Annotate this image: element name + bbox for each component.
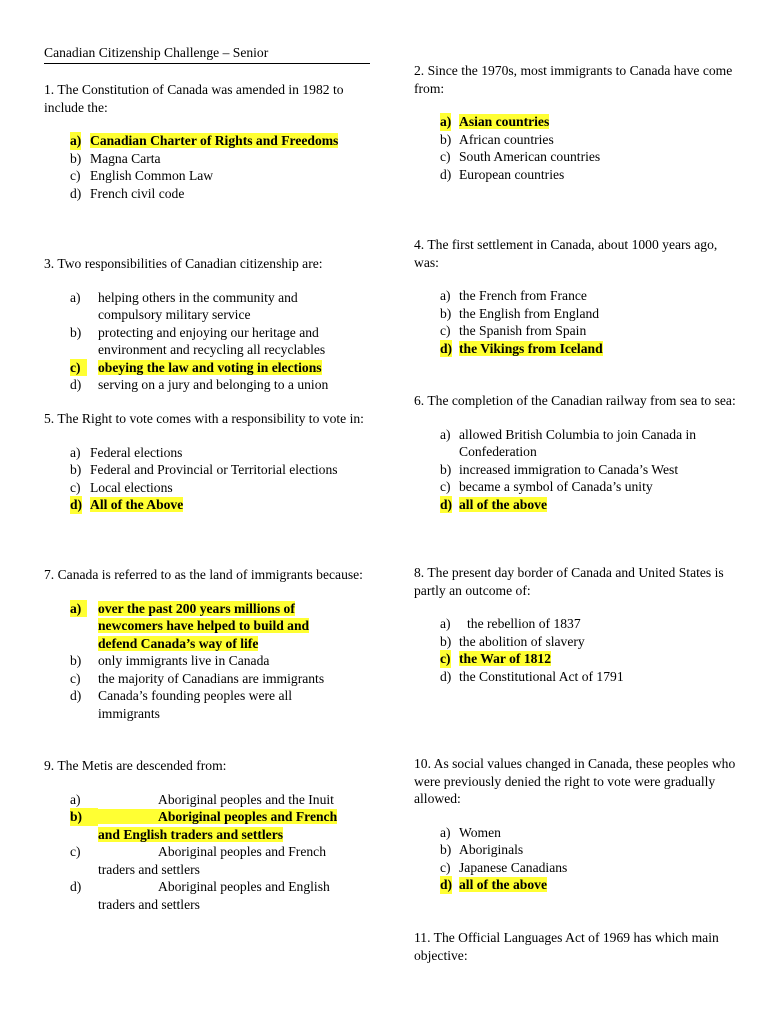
option-c [70,479,370,497]
option-c [440,148,744,166]
option-label: b) [440,131,452,147]
option-text: protecting and enjoying our heritage and environment and recycling all recyclables [98,324,326,357]
question-text: 5. The Right to vote comes with a responsibility to vote in: [44,411,364,426]
option-label: d) [70,497,83,512]
option-text: the Spanish from Spain [459,323,587,338]
option-label: b) [70,324,82,340]
option-a [70,289,374,324]
option-text: All of the Above [90,497,184,512]
option-label: c) [70,359,87,377]
option-label: c) [70,844,81,859]
option-b [440,305,732,323]
question-11 [414,929,730,980]
answer-options [414,824,738,894]
option-text: Women [459,824,501,840]
option-a [440,426,738,461]
option-label: d) [440,166,452,182]
option-text: the Vikings from Iceland [459,340,603,356]
option-text: Canadian Charter of Rights and Freedoms [90,133,339,148]
question-4 [414,236,732,357]
question-text: 7. Canada is referred to as the land of immigrants because: [44,567,363,582]
answer-options [414,615,724,685]
option-b [440,633,724,651]
option-text: English Common Law [90,168,214,183]
question-text: 3. Two responsibilities of Canadian citizenship are: [44,256,323,271]
option-a [70,132,370,150]
option-d [440,668,724,686]
answer-options [414,426,738,514]
option-text: Federal elections [90,444,183,460]
option-c [70,359,374,377]
option-text: Local elections [90,479,173,495]
option-label: d) [440,668,452,684]
answer-options [44,600,370,723]
option-d [440,166,744,184]
option-text: obeying the law and voting in elections [98,359,322,375]
option-label: a) [440,426,451,442]
answer-options [44,289,374,394]
option-c [70,167,370,185]
option-label: a) [70,600,87,618]
option-b [440,131,744,149]
option-c [70,843,370,878]
option-text: all of the above [459,877,547,892]
option-b [70,652,370,670]
option-text: only immigrants live in Canada [98,653,270,668]
option-label: b) [440,305,452,321]
option-d [70,376,374,394]
option-text: Aboriginals [459,842,524,857]
option-label: c) [70,168,81,183]
answer-options [44,132,370,202]
question-10 [414,755,738,894]
question-2 [414,62,744,183]
option-label: b) [440,842,452,857]
option-text: the abolition of slavery [459,633,585,649]
question-text: 9. The Metis are descended from: [44,758,227,773]
option-label: b) [70,150,82,166]
option-label: b) [70,462,82,477]
option-text: helping others in the community and compulsory military service [98,289,298,322]
question-7 [44,566,370,722]
question-9 [44,757,370,913]
option-d [440,876,738,894]
option-text: Canada’s founding peoples were all immigrants [98,688,293,721]
option-text: the English from England [459,305,600,321]
option-text: Federal and Provincial or Territorial elections [90,462,338,477]
option-c [70,670,370,688]
option-label: d) [70,688,82,703]
option-text: increased immigration to Canada’s West [459,461,679,477]
option-text: Magna Carta [90,150,161,166]
question-text: 6. The completion of the Canadian railway from sea to sea: [414,393,736,408]
question-text: 11. The Official Languages Act of 1969 has which main objective: [414,930,719,963]
option-text: the majority of Canadians are immigrants [98,670,325,686]
option-d [70,687,370,722]
option-a [440,113,744,131]
option-d [440,496,738,514]
option-label: a) [70,791,81,807]
question-text: 1. The Constitution of Canada was amended in 1982 to include the: [44,82,344,115]
option-text: over the past 200 years millions of newcomers have helped to build and defend Canada’s way of life [98,600,310,651]
answer-options [414,287,732,357]
option-label: d) [440,340,453,356]
question-6 [414,392,738,513]
option-c [440,650,724,668]
option-c [440,859,738,877]
option-label: d) [70,377,82,392]
option-label: c) [440,149,451,164]
option-text: Asian countries [459,114,550,129]
option-label: a) [70,133,82,148]
answer-options [414,113,744,183]
option-b [440,841,738,859]
option-a [70,600,370,653]
option-d [70,496,370,514]
option-a [440,824,738,842]
question-3 [44,255,374,394]
option-label: a) [70,289,81,305]
option-label: d) [70,879,82,894]
option-a [70,444,370,462]
option-text: African countries [459,131,554,147]
option-a [70,791,370,809]
option-d [440,340,732,358]
option-label: b) [440,461,452,477]
answer-options [44,791,370,914]
option-b [70,324,374,359]
option-label: a) [440,288,451,303]
document-title: Canadian Citizenship Challenge – Senior [44,44,370,64]
option-label: a) [70,444,81,460]
option-b [70,150,370,168]
option-label: a) [440,824,451,840]
option-text: Aboriginal peoples and French and English traders and settlers [98,809,338,842]
option-label: a) [440,616,451,631]
question-text: 2. Since the 1970s, most immigrants to Canada have come from: [414,63,733,96]
option-label: c) [70,670,81,686]
option-text: the Constitutional Act of 1791 [459,668,624,684]
option-text: Aboriginal peoples and the Inuit [158,791,334,807]
option-c [440,322,732,340]
option-text: Aboriginal peoples and French traders and settlers [98,844,326,877]
option-label: d) [440,496,453,512]
question-text: 8. The present day border of Canada and United States is partly an outcome of: [414,565,724,598]
option-label: c) [70,479,81,495]
option-text: allowed British Columbia to join Canada in Confederation [459,426,697,459]
option-text: the War of 1812 [459,651,552,666]
option-text: Aboriginal peoples and English traders and settlers [98,879,330,912]
option-b [70,808,370,843]
question-1 [44,81,370,202]
option-text: all of the above [459,496,547,512]
option-d [70,185,370,203]
option-c [440,478,738,496]
question-8 [414,564,724,685]
option-label: b) [440,633,452,649]
option-label: c) [440,479,451,494]
option-label: d) [440,877,453,892]
option-text: South American countries [459,149,601,164]
option-label: d) [70,185,82,201]
option-label: c) [440,859,451,875]
option-text: European countries [459,166,565,182]
option-text: the rebellion of 1837 [467,616,581,631]
option-b [70,461,370,479]
option-a [440,615,724,633]
option-text: the French from France [459,288,587,303]
option-label: c) [440,323,451,338]
question-text: 10. As social values changed in Canada, these peoples who were previously denied the right to vote were gradually allowed: [414,756,736,806]
option-label: a) [440,114,452,129]
option-label: b) [70,653,82,668]
option-text: serving on a jury and belonging to a union [98,377,329,392]
answer-options [44,444,370,514]
option-text: French civil code [90,185,185,201]
option-a [440,287,732,305]
question-text: 4. The first settlement in Canada, about 1000 years ago, was: [414,237,718,270]
option-label: b) [70,808,98,826]
option-text: became a symbol of Canada’s unity [459,479,653,494]
option-text: Japanese Canadians [459,859,568,875]
option-b [440,461,738,479]
question-5 [44,410,370,514]
option-d [70,878,370,913]
option-label: c) [440,651,451,666]
